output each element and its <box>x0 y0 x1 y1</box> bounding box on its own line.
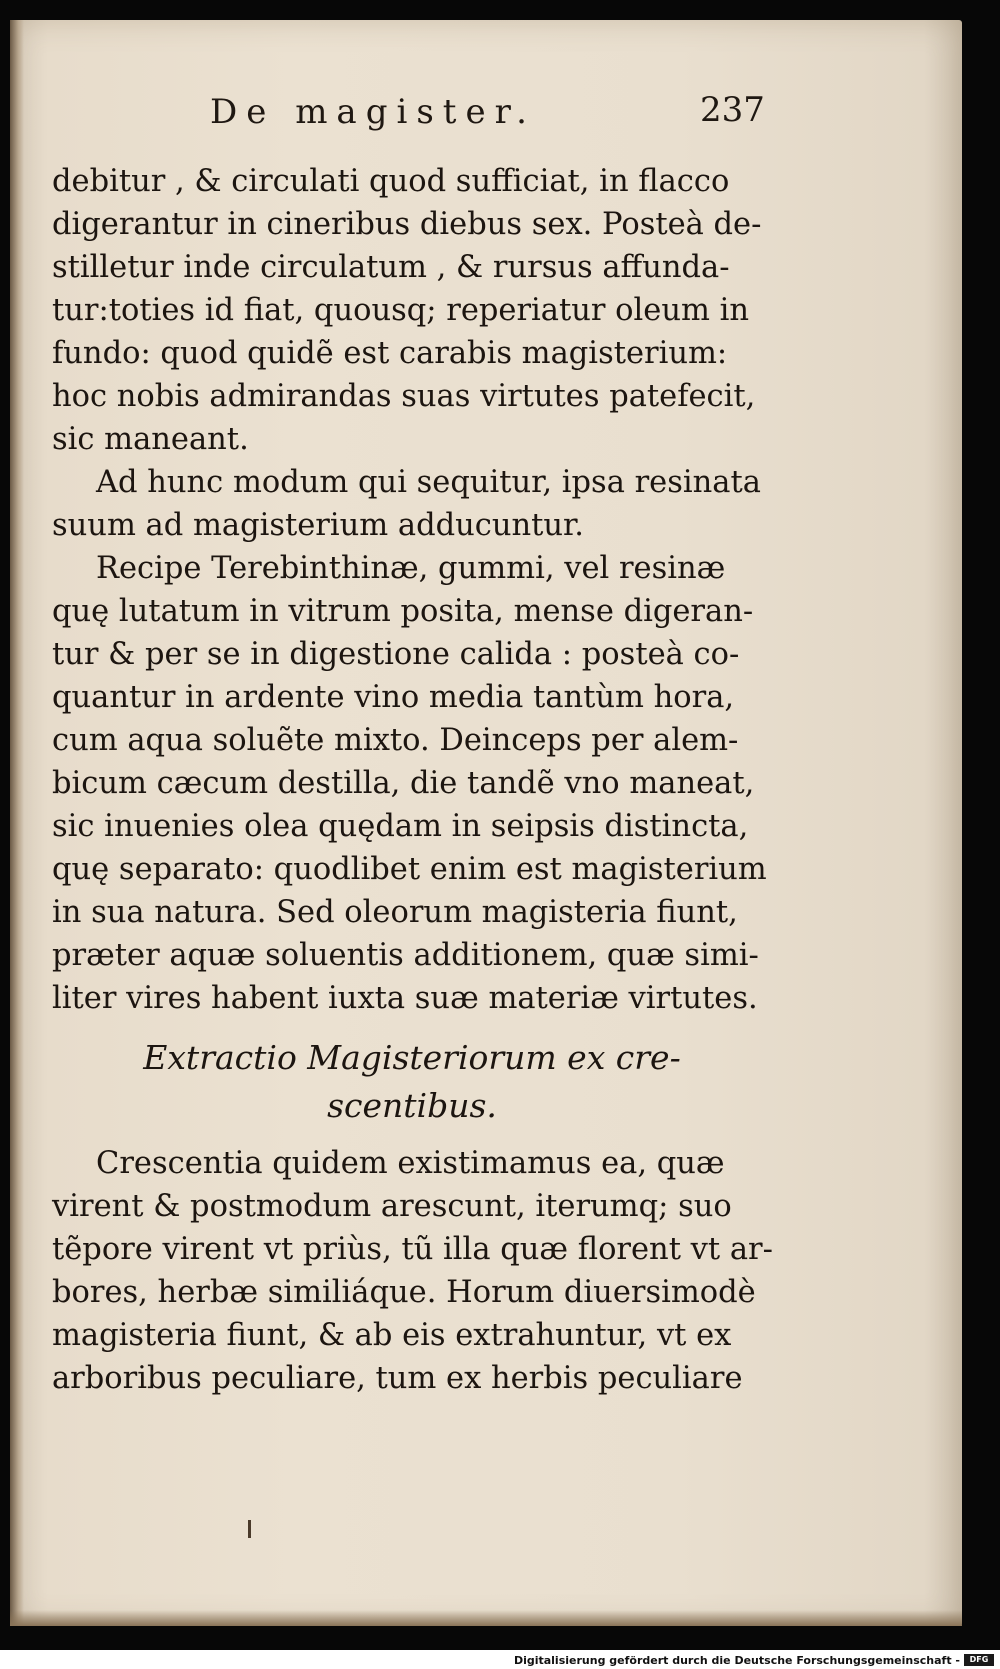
paragraph-2 <box>52 461 772 547</box>
text-line: quę lutatum in vitrum posita, mense digeran- <box>52 594 754 629</box>
digitization-credit: Digitalisierung gefördert durch die Deutsche Forschungsgemeinschaft - <box>513 1654 960 1667</box>
book-page <box>10 20 962 1626</box>
ink-mark <box>248 1520 251 1538</box>
text-line: liter vires habent iuxta suæ materiæ virtutes. <box>52 981 758 1016</box>
paragraph-1 <box>52 160 772 461</box>
text-line: digerantur in cineribus diebus sex. Posteà de- <box>52 207 762 242</box>
text-line: Ad hunc modum qui sequitur, ipsa resinata <box>96 465 761 500</box>
text-line: stilletur inde circulatum , & rursus affunda- <box>52 250 730 285</box>
text-line: quę separato: quodlibet enim est magisterium <box>52 852 767 887</box>
text-line: tur & per se in digestione calida : posteà co- <box>52 637 740 672</box>
text-line: Crescentia quidem existimamus ea, quæ <box>96 1146 725 1181</box>
text-line: sic maneant. <box>52 422 249 457</box>
text-line: cum aqua soluẽte mixto. Deinceps per alem- <box>52 723 739 758</box>
text-line: debitur , & circulati quod sufficiat, in flacco <box>52 164 730 199</box>
text-line: fundo: quod quidẽ est carabis magisterium: <box>52 336 728 371</box>
text-line: tẽpore virent vt priùs, tũ illa quæ florent vt ar- <box>52 1232 773 1267</box>
section-heading <box>52 1034 772 1130</box>
text-line: quantur in ardente vino media tantùm hora, <box>52 680 735 715</box>
page-number: 237 <box>700 90 765 130</box>
text-line: hoc nobis admirandas suas virtutes patefecit, <box>52 379 756 414</box>
text-line: sic inuenies olea quędam in seipsis distincta, <box>52 809 749 844</box>
dfg-logo: DFG <box>964 1654 994 1666</box>
text-line: Recipe Terebinthinæ, gummi, vel resinæ <box>96 551 726 586</box>
page-bottom-edge <box>10 1610 962 1626</box>
text-line: virent & postmodum arescunt, iterumq; suo <box>52 1189 732 1224</box>
text-line: magisteria fiunt, & ab eis extrahuntur, vt ex <box>52 1318 732 1353</box>
heading-line: scentibus. <box>327 1086 497 1125</box>
heading-line: Extractio Magisteriorum ex cre- <box>143 1038 681 1077</box>
page-gutter-shadow <box>10 20 24 1626</box>
text-line: tur:toties id fiat, quousq; reperiatur oleum in <box>52 293 749 328</box>
page-text <box>52 160 772 1400</box>
running-head: De magister. <box>210 92 536 132</box>
text-line: arboribus peculiare, tum ex herbis peculiare <box>52 1361 743 1396</box>
paragraph-3 <box>52 547 772 1020</box>
text-line: bicum cæcum destilla, die tandẽ vno maneat, <box>52 766 755 801</box>
text-line: bores, herbæ similiáque. Horum diuersimodè <box>52 1275 756 1310</box>
text-line: præter aquæ soluentis additionem, quæ simi- <box>52 938 759 973</box>
paragraph-4 <box>52 1142 772 1400</box>
text-line: in sua natura. Sed oleorum magisteria fiunt, <box>52 895 738 930</box>
text-line: suum ad magisterium adducuntur. <box>52 508 584 543</box>
